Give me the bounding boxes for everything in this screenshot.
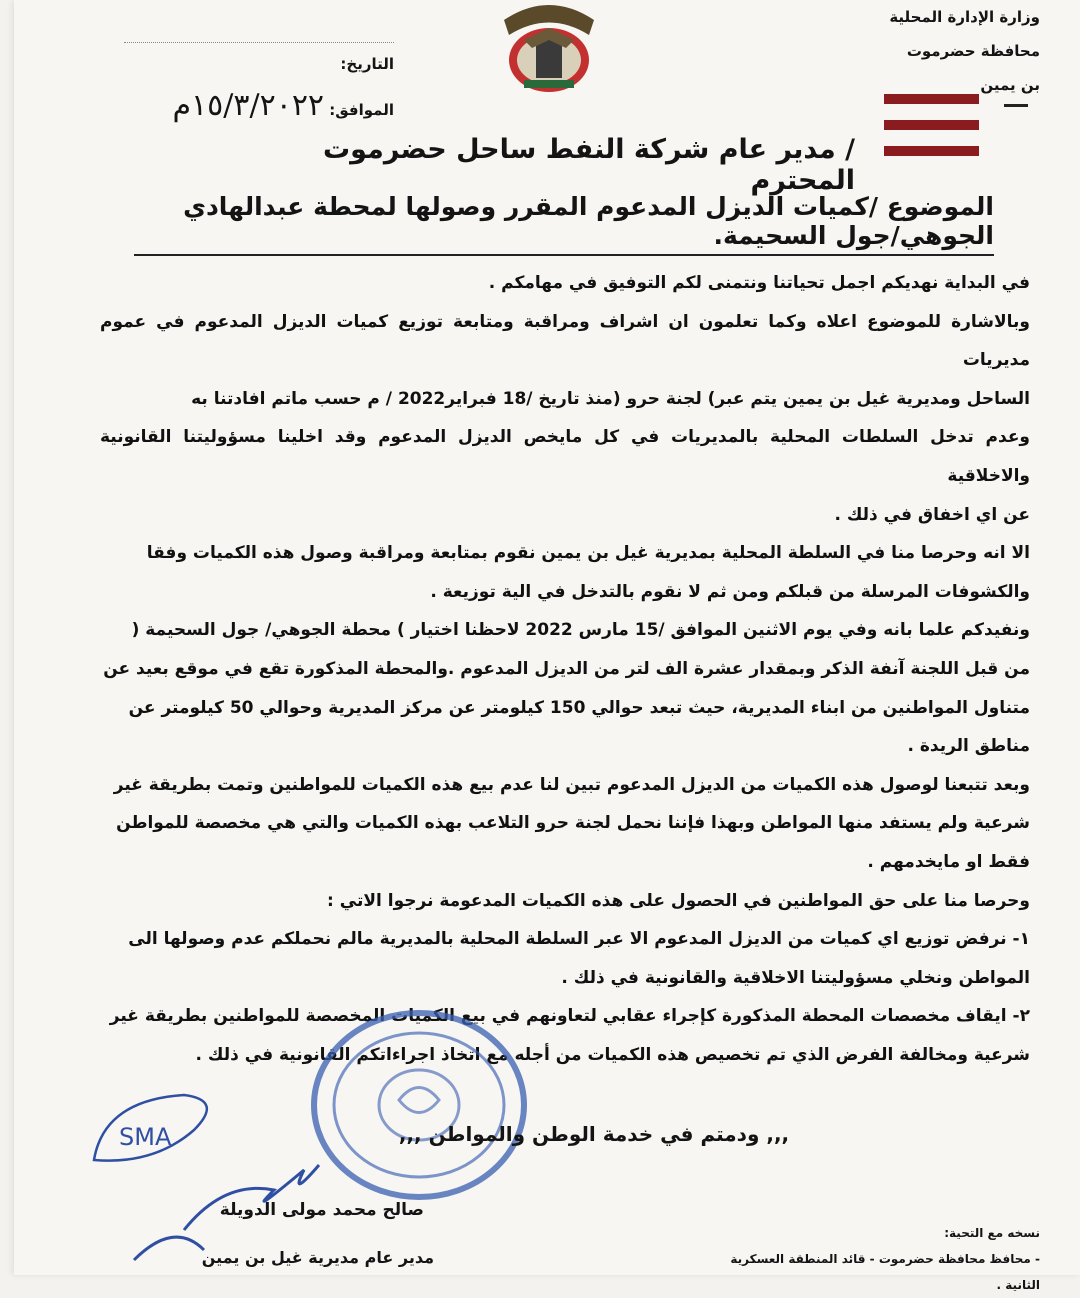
body-line: ١- نرفض توزيع اي كميات من الديزل المدعوم الا عبر السلطة المحلية بالمديرية مالم نحملكم عدم وصولها الى <box>128 929 1030 950</box>
body-line: وعدم تدخل السلطات المحلية بالمديريات في كل مايخص الديزل المدعوم وقد اخلينا مسؤوليتنا القانونية والاخلاقية <box>100 427 1030 486</box>
body-line: شرعية ولم يستفد منها المواطن وبهذا فإننا نحمل لجنة حرو التلاعب بهذه الكميات والتي هي مخصصة للمواطن <box>116 813 1030 834</box>
body-line: من قبل اللجنة آنفة الذكر وبمقدار عشرة الف لتر من الديزل المدعوم .والمحطة المذكورة تقع في موقع بعيد عن <box>103 658 1030 679</box>
corresponding-row <box>124 85 394 127</box>
body-line: ٢- ايقاف مخصصات المحطة المذكورة كإجراء عقابي لتعاونهم في بيع الكميات المخصصة للمواطنين بطريقة غير <box>109 1006 1030 1027</box>
body-line: ونفيدكم علما بانه وفي يوم الاثنين الموافق /15 مارس 2022 لاحظنا اختيار ) محطة الجوهي/ جول السحيمة ( <box>131 620 1030 641</box>
copy-recipients: - محافظ محافظة حضرموت - قائد المنطقة العسكرية الثانية . <box>730 1252 1040 1292</box>
letterhead-right <box>889 0 1040 102</box>
subject-line: الموضوع /كميات الديزل المدعوم المقرر وصولها لمحطة عبدالهادي الجوهي/جول السحيمة. <box>134 192 994 256</box>
signer-name: صالح محمد مولى الدويلة <box>219 1200 424 1220</box>
body-line: المواطن ونخلي مسؤوليتنا الاخلاقية والقانونية في ذلك . <box>561 967 1030 988</box>
document-page <box>14 0 1080 1292</box>
emblem-icon <box>494 0 604 100</box>
menu-icon[interactable] <box>884 94 979 166</box>
corresponding-label: الموافق: <box>329 101 394 119</box>
body-line: وحرصا منا على حق المواطنين في الحصول على هذه الكميات المدعومة نرجوا الاتي : <box>327 890 1030 911</box>
governorate-name: محافظة حضرموت <box>906 42 1040 60</box>
addressee: / مدير عام شركة النفط ساحل حضرموت المحترم <box>323 134 855 196</box>
body-line: الا انه وحرصا منا في السلطة المحلية بمديرية غيل بن يمين نقوم بمتابعة ومراقبة وصول هذه الكميات وفقا <box>146 543 1030 564</box>
body-line: شرعية ومخالفة الفرض الذي تم تخصيص هذه الكميات من أجله مع اتخاذ اجراءاتكم القانونية في ذلك . <box>195 1044 1030 1065</box>
body-line: وبعد تتبعنا لوصول هذه الكميات من الديزل المدعوم تبين لنا عدم بيع هذه الكميات للمواطنين وتمت بطريقة غير <box>113 774 1030 795</box>
letter-body <box>100 264 1030 1074</box>
copy-label: نسخه مع التحية: <box>944 1226 1040 1240</box>
body-line: وبالاشارة للموضوع اعلاه وكما تعلمون ان اشراف ومراقبة ومتابعة توزيع كميات الديزل المدعوم في عموم مديريات <box>100 311 1030 371</box>
ministry-name: وزارة الإدارة المحلية <box>889 8 1040 26</box>
signature-icon <box>74 1070 354 1270</box>
corresponding-date: ١٥/٣/٢٠٢٢م <box>172 88 325 123</box>
closing-line: ,,, ودمتم في خدمة الوطن والمواطن ,,, <box>398 1122 790 1146</box>
signer-title: مدير عام مديرية غيل بن يمين <box>201 1248 434 1267</box>
date-row <box>124 43 394 85</box>
copy-to <box>720 1220 1040 1298</box>
body-line: الساحل ومديرية غيل بن يمين يتم عبر) لجنة حرو (منذ تاريخ /18 فبراير2022 / م حسب ماتم افادتنا به <box>191 388 1030 409</box>
body-line: في البداية نهديكم اجمل تحياتنا ونتمنى لكم التوفيق في مهامكم . <box>488 273 1030 293</box>
letterhead-left <box>124 0 394 127</box>
body-line: عن اي اخفاق في ذلك . <box>834 504 1030 525</box>
body-line: مناطق الريدة . <box>907 736 1030 757</box>
divider-dash <box>1004 104 1028 107</box>
district-name: بن يمين <box>980 76 1040 94</box>
body-line: والكشوفات المرسلة من قبلكم ومن ثم لا نقوم بالتدخل في الية توزيعة . <box>430 581 1030 602</box>
body-line: فقط او مايخدمهم . <box>867 851 1030 872</box>
signature-text: SMA <box>119 1123 172 1151</box>
body-line: متناول المواطنين من ابناء المديرية، حيث تبعد حوالي 150 كيلومتر عن مركز المديرية وحوالي 50 كيلومتر عن <box>128 697 1030 718</box>
date-label: التاريخ: <box>340 55 394 73</box>
